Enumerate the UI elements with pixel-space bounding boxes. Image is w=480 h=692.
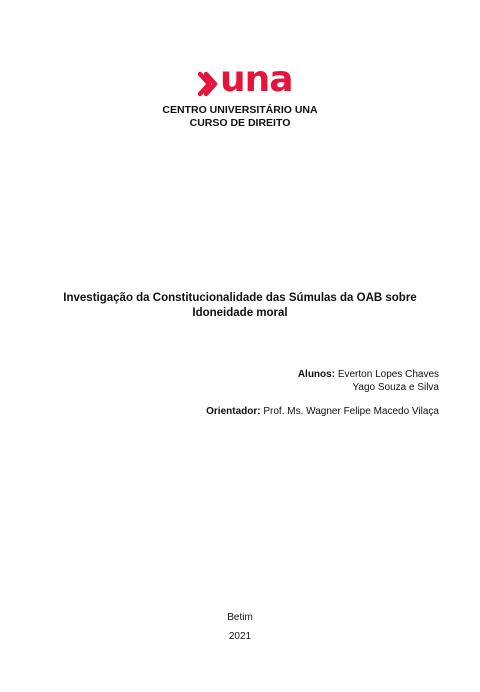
author-line-1 <box>298 368 439 381</box>
logo-wordmark: una <box>220 59 293 100</box>
city: Betim <box>227 612 253 623</box>
institution-name: CENTRO UNIVERSITÁRIO UNA <box>162 104 318 116</box>
author-name: Yago Souza e Silva <box>352 382 439 393</box>
author-line-2 <box>298 381 439 394</box>
advisor-label: Orientador: <box>206 406 261 417</box>
advisor-block <box>206 405 439 418</box>
footer-block <box>0 608 480 646</box>
author-name: Everton Lopes Chaves <box>337 369 439 380</box>
institution-header <box>0 104 480 130</box>
authors-label: Alunos: <box>297 369 336 380</box>
year: 2021 <box>228 631 252 642</box>
una-logo <box>198 59 304 102</box>
advisor-name: Prof. Ms. Wagner Felipe Macedo Vilaça <box>263 406 439 417</box>
title-line-1: Investigação da Constitucionalidade das Súmulas da OAB sobre <box>63 292 417 304</box>
title-line-2: Idoneidade moral <box>192 307 288 319</box>
authors-block <box>298 368 439 394</box>
document-title <box>60 291 420 321</box>
chevron-logo-icon <box>198 66 218 102</box>
course-name: CURSO DE DIREITO <box>189 117 291 129</box>
